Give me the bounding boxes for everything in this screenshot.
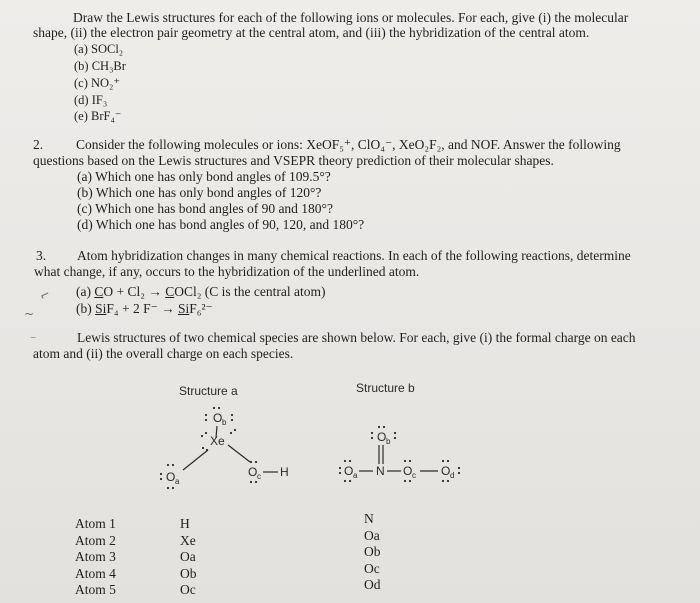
pencil-mark: ~ [24, 307, 35, 321]
structure-b-atom: N [364, 511, 374, 526]
structure-b-atom: Oc [364, 560, 380, 576]
q1-item-a: (a) SOCl₂ [74, 42, 124, 56]
structure-a-atom: Oc [180, 582, 196, 597]
q3-line2: what change, if any, occurs to the hybridization of the underlined atom. [34, 264, 420, 279]
q3-item-b: (b) SiF₄ + 2 F⁻ → SiF₆²⁻ [76, 301, 213, 316]
q2-item-c: (c) Which one has bond angles of 90 and 180°? [77, 201, 333, 216]
structure-a-diagram [150, 398, 330, 503]
sub-a: a [353, 471, 358, 480]
atom-h: H [280, 465, 289, 479]
q1-line2: shape, (ii) the electron pair geometry at the central atom, and (iii) the hybridization of the central atom. [33, 25, 590, 40]
atom-oa: O [166, 470, 176, 484]
atom-oc: O [403, 464, 413, 478]
atom-label: Atom 4 [75, 565, 116, 581]
q1-item-c: (c) NO₂⁺ [74, 76, 121, 90]
q3-item-a: (a) CO + Cl₂ → COCl₂ (C is the central atom) [76, 284, 326, 299]
structure-a-atom: Xe [180, 532, 196, 548]
structure-a-atom: Ob [180, 565, 197, 581]
structure-b-atom: Oa [364, 527, 380, 543]
atom-oc: O [248, 465, 258, 479]
atom-ob: O [377, 430, 387, 444]
atom-od: O [441, 464, 451, 478]
structure-b-atom: Ob [364, 544, 381, 559]
underlined-atom: Si [177, 301, 190, 316]
atom-label: Atom 5 [75, 582, 116, 597]
atom-label: Atom 3 [75, 549, 116, 564]
q2-line1: Consider the following molecules or ions: XeOF₅⁺, ClO₄⁻, XeO₂F₂, and NOF. Answer the following [76, 137, 621, 152]
q4-line1: Lewis structures of two chemical species are shown below. For each, give (i) the formal charge on each [77, 330, 636, 345]
q2-number: 2. [33, 137, 44, 152]
underlined-atom: Si [95, 301, 107, 316]
structure-b-atom: Od [364, 577, 381, 592]
atom-n: N [376, 464, 385, 478]
q2-item-a: (a) Which one has only bond angles of 109.5°? [77, 169, 331, 184]
q4-line2: atom and (ii) the overall charge on each species. [33, 346, 294, 361]
q2-line2: questions based on the Lewis structures and VSEPR theory prediction of their molecular shapes. [33, 153, 554, 168]
pencil-mark: ⌐ [37, 286, 53, 304]
q1-item-e: (e) BrF₄⁻ [74, 109, 122, 123]
structure-a-atom: H [180, 516, 190, 531]
structure-a-title: Structure a [179, 384, 238, 398]
underlined-atom: C [94, 284, 104, 299]
atom-label: Atom 2 [75, 532, 116, 548]
sub-d: d [450, 471, 455, 480]
sub-c: c [257, 472, 261, 481]
atom-ob: O [213, 411, 223, 425]
structure-b-diagram [335, 398, 495, 488]
structure-b-title: Structure b [356, 381, 415, 395]
q1-line1: Draw the Lewis structures for each of the following ions or molecules. For each, give (i) the molecular [73, 10, 629, 25]
structure-a-atom-column [180, 516, 197, 599]
sub-b: b [222, 418, 227, 427]
underlined-atom: C [165, 284, 175, 299]
pencil-mark: ⁻ [30, 332, 37, 346]
atom-oa: O [344, 464, 354, 478]
structure-a-atom: Oa [180, 549, 196, 564]
sub-a: a [175, 477, 180, 486]
sub-c: c [412, 471, 416, 480]
q3-line1: Atom hybridization changes in many chemical reactions. In each of the following reactions, determine [77, 248, 631, 263]
q2-item-b: (b) Which one has only bond angles of 120°? [77, 185, 322, 200]
q2-item-d: (d) Which one has bond angles of 90, 120, and 180°? [77, 217, 365, 232]
q1-item-d: (d) IF₃ [74, 93, 108, 107]
atom-label: Atom 1 [75, 516, 116, 531]
q3-number: 3. [36, 248, 47, 263]
sub-b: b [386, 437, 391, 446]
atom-xe: Xe [210, 434, 225, 448]
atom-label-column [75, 516, 116, 599]
q1-item-b: (b) CH₃Br [74, 59, 126, 73]
structure-b-atom-column [364, 511, 381, 594]
